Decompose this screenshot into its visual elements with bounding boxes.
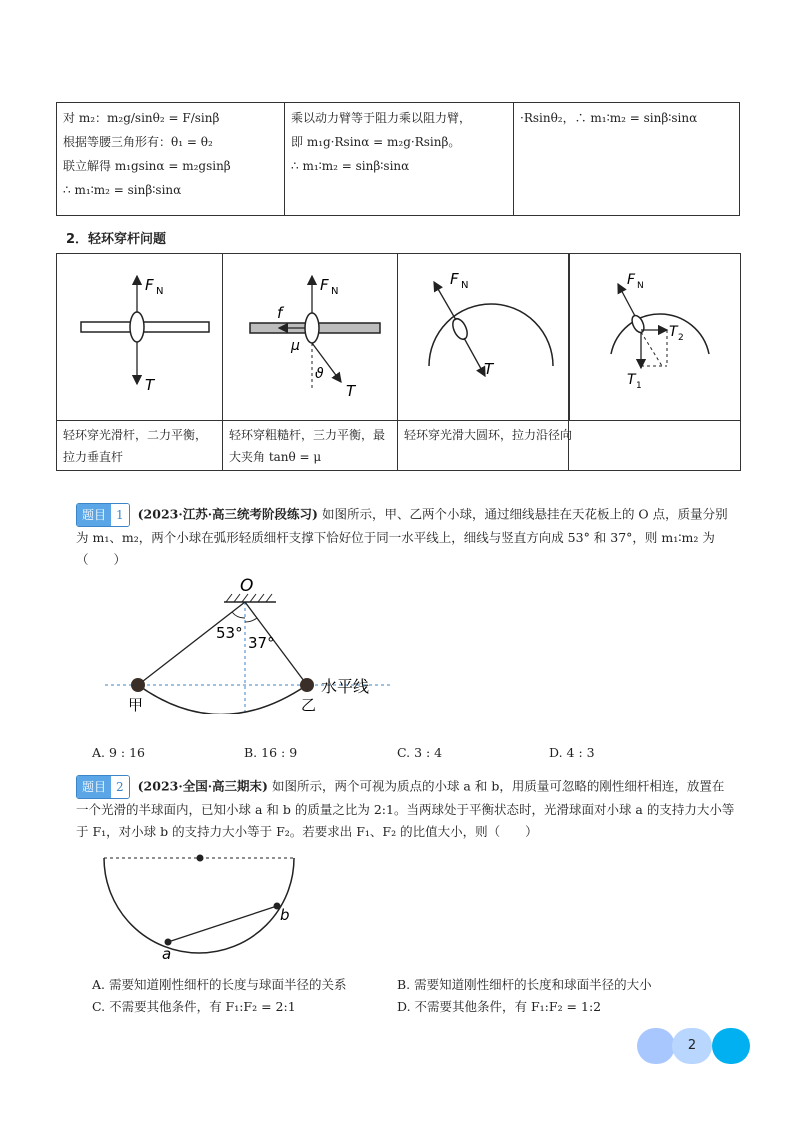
question-text: 如图所示，甲、乙两个小球，通过细线悬挂在天花板上的 O 点，质量分别为 m₁、m₂，两个小球在弧形轻质细杆支撑下恰好位于同一水平线上，细线与竖直方向成 53° 和 37°，则 m₁∶m₂ 为（ ） [76,506,728,567]
label-t: T [346,382,356,400]
ring-diagrams [57,254,740,420]
label-fn: F [320,276,329,294]
question-badge [76,503,130,527]
question-2 [76,775,736,843]
q2-figure [96,848,306,963]
label-sub2: 2 [678,333,684,343]
badge-label: 题目 [77,776,111,798]
q1-option-c[interactable]: C. 3 : 4 [397,745,443,760]
badge-label: 题目 [77,504,111,526]
q2-option-b[interactable]: B. 需要知道刚性细杆的长度和球面半径的大小 [397,977,652,992]
label-t: T [484,360,494,378]
row-divider [57,420,740,421]
question-1 [76,503,736,571]
angle-53: 53° [216,624,243,642]
text-line: ∴ m₁∶m₂ = sinβ∶sinα [63,183,182,197]
q1-option-a[interactable]: A. 9 : 16 [92,745,145,760]
page-number: 2 [672,1028,712,1064]
solution-col-2 [285,103,514,216]
text-line: ∴ m₁∶m₂ = sinβ∶sinα [291,159,410,173]
text-line: 联立解得 m₁gsinα = m₂gsinβ [63,159,231,173]
diagram-hoop-components [611,272,709,391]
page-dot-left [637,1028,675,1064]
q1-option-b[interactable]: B. 16 : 9 [244,745,298,760]
label-n: N [461,280,469,291]
text-line: 对 m₂：m₂g/sinθ₂ = F/sinβ [63,111,220,125]
question-source: (2023·全国·高三期末) [137,778,268,794]
q2-option-c[interactable]: C. 不需要其他条件，有 F₁:F₂ = 2:1 [92,999,296,1014]
question-source: (2023·江苏·高三统考阶段练习) [137,506,318,522]
label-theta: ϑ [315,366,324,382]
label-sub1: 1 [636,381,642,391]
label-n: N [156,286,164,297]
label-t2: T [669,324,678,340]
solution-col-3 [514,103,740,216]
solution-table [56,102,740,216]
label-t: T [145,376,155,394]
solution-col-1 [57,103,285,216]
badge-number: 1 [111,504,129,526]
caption-3: 轻环穿光滑大圆环，拉力沿径向 [404,428,573,442]
label-fn: F [627,272,636,288]
q2-option-a[interactable]: A. 需要知道刚性细杆的长度与球面半径的关系 [92,977,347,992]
q1-option-d[interactable]: D. 4 : 3 [549,745,595,760]
section-title: 2．轻环穿杆问题 [66,232,167,247]
angle-37: 37° [248,634,275,652]
label-a: a [162,945,172,963]
caption-2: 轻环穿粗糙杆，三力平衡，最大夹角 tanθ = μ [229,428,386,464]
label-n: N [637,281,644,291]
text-line: 根据等腰三角形有：θ₁ = θ₂ [63,135,213,149]
label-mu: μ [291,338,300,354]
label-yi: 乙 [301,696,317,714]
caption-1: 轻环穿光滑杆，二力平衡，拉力垂直杆 [63,428,208,464]
diagram-smooth-hoop [429,270,553,378]
text-line: 即 m₁g·Rsinα = m₂g·Rsinβ。 [291,135,461,149]
label-horizontal-line: 水平线 [321,677,370,696]
q1-figure [100,574,410,714]
question-text: 如图所示，两个可视为质点的小球 a 和 b，用质量可忽略的刚性细杆相连，放置在一个光滑的半球面内，已知小球 a 和 b 的质量之比为 2:1。当两球处于平衡状态时，光滑球面对小球 a 的支持力大小等于 F₁，对小球 b 的支持力大小等于 F₂。若要求出 F₁、F₂ 的比值大小，则（ ） [76,778,735,839]
label-b: b [280,906,290,924]
label-jia: 甲 [128,696,144,714]
ring-problem-table [56,253,741,471]
label-fn: F [450,270,459,288]
text-line: 乘以动力臂等于阻力乘以阻力臂， [291,111,472,125]
label-t1: T [627,372,636,388]
question-badge [76,775,130,799]
diagram-smooth-rod [81,276,209,394]
label-o: O [240,576,254,596]
label-fn: F [145,276,154,294]
badge-number: 2 [111,776,129,798]
text-line: ·Rsinθ₂，∴ m₁∶m₂ = sinβ∶sinα [520,111,698,125]
q2-option-d[interactable]: D. 不需要其他条件，有 F₁:F₂ = 1:2 [397,999,602,1014]
label-f: f [277,304,283,322]
label-n: N [331,286,339,297]
diagram-rough-rod [250,276,380,400]
page-dot-right [712,1028,750,1064]
